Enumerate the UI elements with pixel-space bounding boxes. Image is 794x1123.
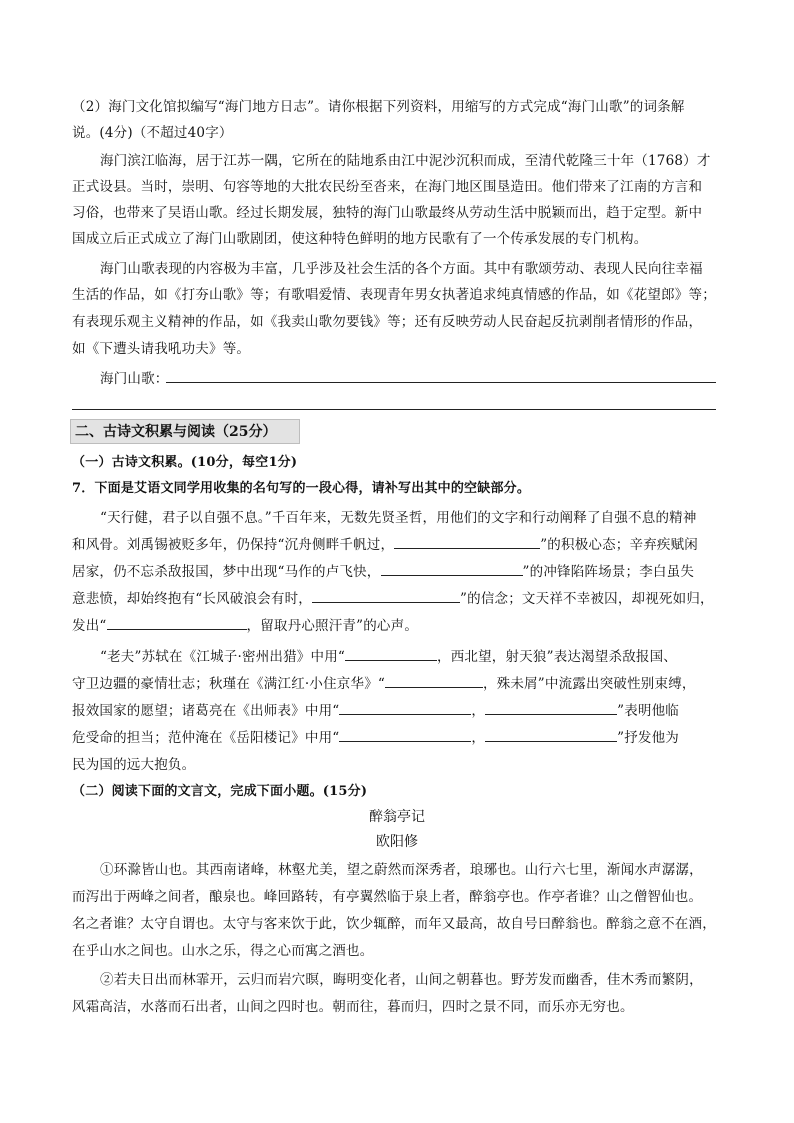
q7-p2-line4-text-b: ， — [471, 730, 486, 746]
q7-p2-line3-text-a: 报效国家的愿望；诸葛亮在《出师表》中用“ — [72, 703, 340, 719]
q7-p1-line1: “天行健，君子以自强不息。”千百年来，无数先贤圣哲，用他们的文字和行动阐释了自强不息的精神 — [100, 510, 697, 526]
q7-p2-line1-text-a: “老夫”苏轼在《江城子·密州出猎》中用“ — [100, 649, 345, 665]
q7-p2-line4-text-c: ”抒发他为 — [617, 730, 680, 746]
part1-title: （一）古诗文积累。(10分，每空1分) — [72, 455, 298, 470]
q2-para1-line1: 海门滨江临海，居于江苏一隅，它所在的陆地系由江中泥沙沉积而成，至清代乾隆三十年（1768）才 — [100, 153, 711, 169]
q7-p1-line2-text-b: ”的积极心态；辛弃疾赋闲 — [540, 537, 699, 553]
answer-line-2[interactable] — [72, 409, 716, 410]
essay-p1-line1: ①环滁皆山也。其西南诸峰，林壑尤美，望之蔚然而深秀者，琅琊也。山行六七里，渐闻水声潺潺， — [100, 862, 703, 878]
q2-para1-line2: 正式设县。当时，崇明、句容等地的大批农民纷至沓来，在海门地区围垦造田。他们带来了江南的方言和 — [72, 179, 703, 195]
q7-p2-line1 — [72, 644, 722, 671]
blank-6[interactable] — [385, 673, 483, 688]
q2-para2-line1: 海门山歌表现的内容极为丰富，几乎涉及社会生活的各个方面。其中有歌颂劳动、表现人民向往幸福 — [100, 261, 703, 277]
q7-stem: 7．下面是艾语文同学用收集的名句写的一段心得，请补写出其中的空缺部分。 — [72, 481, 531, 496]
essay-author: 欧阳修 — [376, 834, 418, 850]
q7-p2-line3-text-b: ， — [471, 703, 486, 719]
essay-p1-line2: 而泻出于两峰之间者，酿泉也。峰回路转，有亭翼然临于泉上者，醉翁亭也。作亭者谁？山之僧智仙也。 — [72, 889, 703, 905]
q7-p2-line4-text-a: 危受命的担当；范仲淹在《岳阳楼记》中用“ — [72, 730, 340, 746]
blank-4[interactable] — [107, 615, 247, 630]
q2-para2-line4: 如《下遭头请我吼功夫》等。 — [72, 341, 251, 357]
q2-prompt-line1: （2）海门文化馆拟编写“海门地方日志”。请你根据下列资料，用缩写的方式完成“海门山歌”的词条解 — [72, 99, 685, 115]
part2-title: （二）阅读下面的文言文，完成下面小题。(15分) — [72, 784, 368, 799]
blank-9[interactable] — [339, 727, 471, 742]
q2-para1-line4: 国成立后正式成立了海门山歌剧团，使这种特色鲜明的地方民歌有了一个传承发展的专门机构。 — [72, 231, 648, 247]
answer-line-1[interactable] — [166, 382, 716, 383]
blank-1[interactable] — [394, 534, 540, 549]
q7-p1-line3-text-b: ”的冲锋陷阵场景；李白虽失 — [522, 564, 695, 580]
q7-p2-line2-text-a: 守卫边疆的豪情壮志；秋瑾在《满江红·小住京华》“ — [72, 676, 385, 692]
essay-title: 醉翁亭记 — [369, 809, 425, 825]
q7-p2-line2-text-b: ，殊未屑”中流露出突破性别束缚， — [483, 676, 696, 692]
q7-p2-line1-text-b: ，西北望，射天狼”表达渴望杀敌报国、 — [437, 649, 678, 665]
blank-2[interactable] — [381, 561, 523, 576]
q7-p1-line4-text-a: 意悲愤，却始终抱有“长风破浪会有时， — [72, 591, 313, 607]
blank-10[interactable] — [485, 727, 617, 742]
q7-p1-line5 — [72, 613, 722, 640]
q7-p1-line3-text-a: 居家，仍不忘杀敌报国，梦中出现“马作的卢飞快， — [72, 564, 381, 580]
blank-3[interactable] — [312, 588, 460, 603]
q7-p2-line4 — [72, 725, 722, 752]
blank-5[interactable] — [345, 646, 437, 661]
essay-p1-line4: 在乎山水之间也。山水之乐，得之心而寓之酒也。 — [72, 943, 374, 959]
q7-p2-line3 — [72, 698, 722, 725]
q7-p1-line4 — [72, 586, 722, 613]
q7-p1-line2-text-a: 和风骨。刘禹锡被贬多年，仍保持“沉舟侧畔千帆过， — [72, 537, 395, 553]
q7-p1-line3 — [72, 559, 722, 586]
q7-p2-line3-text-c: ”表明他临 — [617, 703, 680, 719]
answer-label: 海门山歌： — [100, 371, 169, 387]
essay-p2-line1: ②若夫日出而林霏开，云归而岩穴暝，晦明变化者，山间之朝暮也。野芳发而幽香，佳木秀而繁阴， — [100, 972, 703, 988]
essay-p1-line3: 名之者谁？太守自谓也。太守与客来饮于此，饮少辄醉，而年又最高，故自号曰醉翁也。醉翁之意不在酒， — [72, 916, 716, 932]
q2-para1-line3: 习俗，也带来了吴语山歌。经过长期发展，独特的海门山歌最终从劳动生活中脱颖而出，趋于定型。新中 — [72, 205, 703, 221]
essay-p2-line2: 风霜高洁，水落而石出者，山间之四时也。朝而往，暮而归，四时之景不同，而乐亦无穷也。 — [72, 999, 634, 1015]
q2-para2-line2: 生活的作品，如《打夯山歌》等；有歌唱爱情、表现青年男女执著追求纯真情感的作品，如《花望郎》等； — [72, 287, 716, 303]
blank-8[interactable] — [485, 700, 617, 715]
blank-7[interactable] — [339, 700, 471, 715]
q7-p2-line2 — [72, 671, 722, 698]
q2-para2-line3: 有表现乐观主义精神的作品，如《我卖山歌勿要钱》等；还有反映劳动人民奋起反抗剥削者情形的作品， — [72, 314, 703, 330]
q7-p2-line5: 民为国的远大抱负。 — [72, 757, 196, 773]
q7-p1-line4-text-b: ”的信念；文天祥不幸被囚，却视死如归， — [460, 591, 714, 607]
q7-p1-line2 — [72, 532, 722, 559]
section2-title: 二、古诗文积累与阅读（25分） — [70, 419, 300, 444]
q2-prompt-line2: 说。(4分)（不超过40字） — [72, 125, 233, 141]
q7-p1-line5-text-a: 发出“ — [72, 618, 107, 634]
q7-p1-line5-text-b: ，留取丹心照汗青”的心声。 — [246, 618, 419, 634]
